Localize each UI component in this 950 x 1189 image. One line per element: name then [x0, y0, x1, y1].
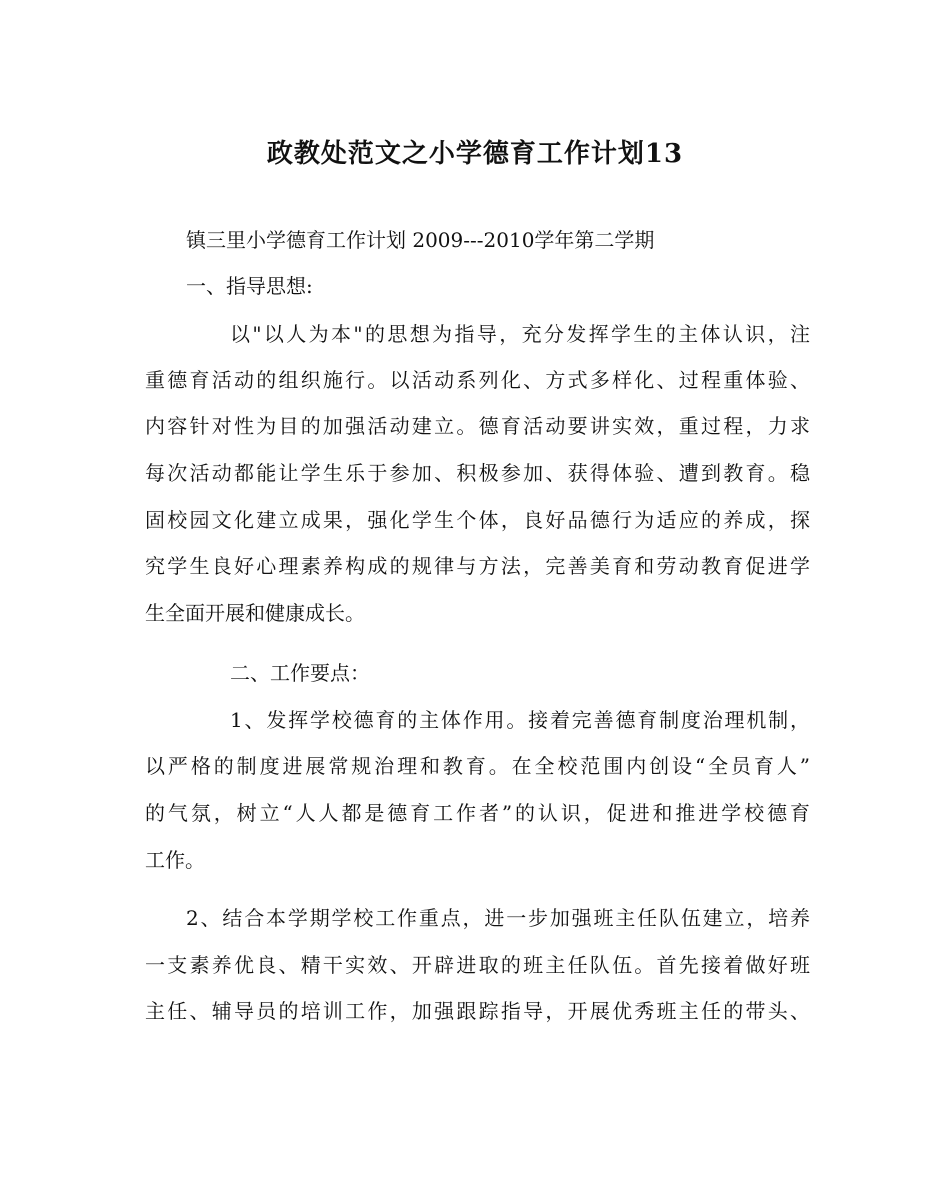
paragraph-line: 以"以人为本"的思想为指导，充分发挥学生的主体认识，注 — [230, 322, 810, 346]
paragraph-line: 工作。 — [145, 848, 205, 872]
paragraph-line: 究学生良好心理素养构成的规律与方法，完善美育和劳动教育促进学 — [145, 554, 810, 578]
document-title: 政教处范文之小学德育工作计划13 — [266, 139, 684, 169]
section1-heading: 一、指导思想: — [186, 274, 313, 298]
paragraph-line: 内容针对性为目的加强活动建立。德育活动要讲实效，重过程，力求 — [145, 414, 810, 438]
paragraph-line: 主任、辅导员的培训工作，加强跟踪指导，开展优秀班主任的带头、 — [145, 999, 810, 1023]
paragraph-line: 每次活动都能让学生乐于参加、积极参加、获得体验、遭到教育。稳 — [145, 461, 810, 485]
paragraph-line: 重德育活动的组织施行。以活动系列化、方式多样化、过程重体验、 — [145, 368, 810, 392]
document-subtitle: 镇三里小学德育工作计划 2009---2010学年第二学期 — [186, 228, 655, 252]
paragraph-line: 一支素养优良、精干实效、开辟进取的班主任队伍。首先接着做好班 — [145, 953, 810, 977]
paragraph-line: 固校园文化建立成果，强化学生个体，良好品德行为适应的养成，探 — [145, 508, 810, 532]
paragraph-line: 2、结合本学期学校工作重点，进一步加强班主任队伍建立，培养 — [186, 906, 810, 930]
section2-heading: 二、工作要点： — [230, 661, 370, 685]
paragraph-line: 的气氛，树立“人人都是德育工作者”的认识，促进和推进学校德育 — [145, 801, 810, 825]
paragraph-line: 生全面开展和健康成长。 — [145, 601, 365, 625]
paragraph-line: 1、发挥学校德育的主体作用。接着完善德育制度治理机制， — [230, 708, 810, 732]
paragraph-line: 以严格的制度进展常规治理和教育。在全校范围内创设“全员育人” — [145, 754, 810, 778]
